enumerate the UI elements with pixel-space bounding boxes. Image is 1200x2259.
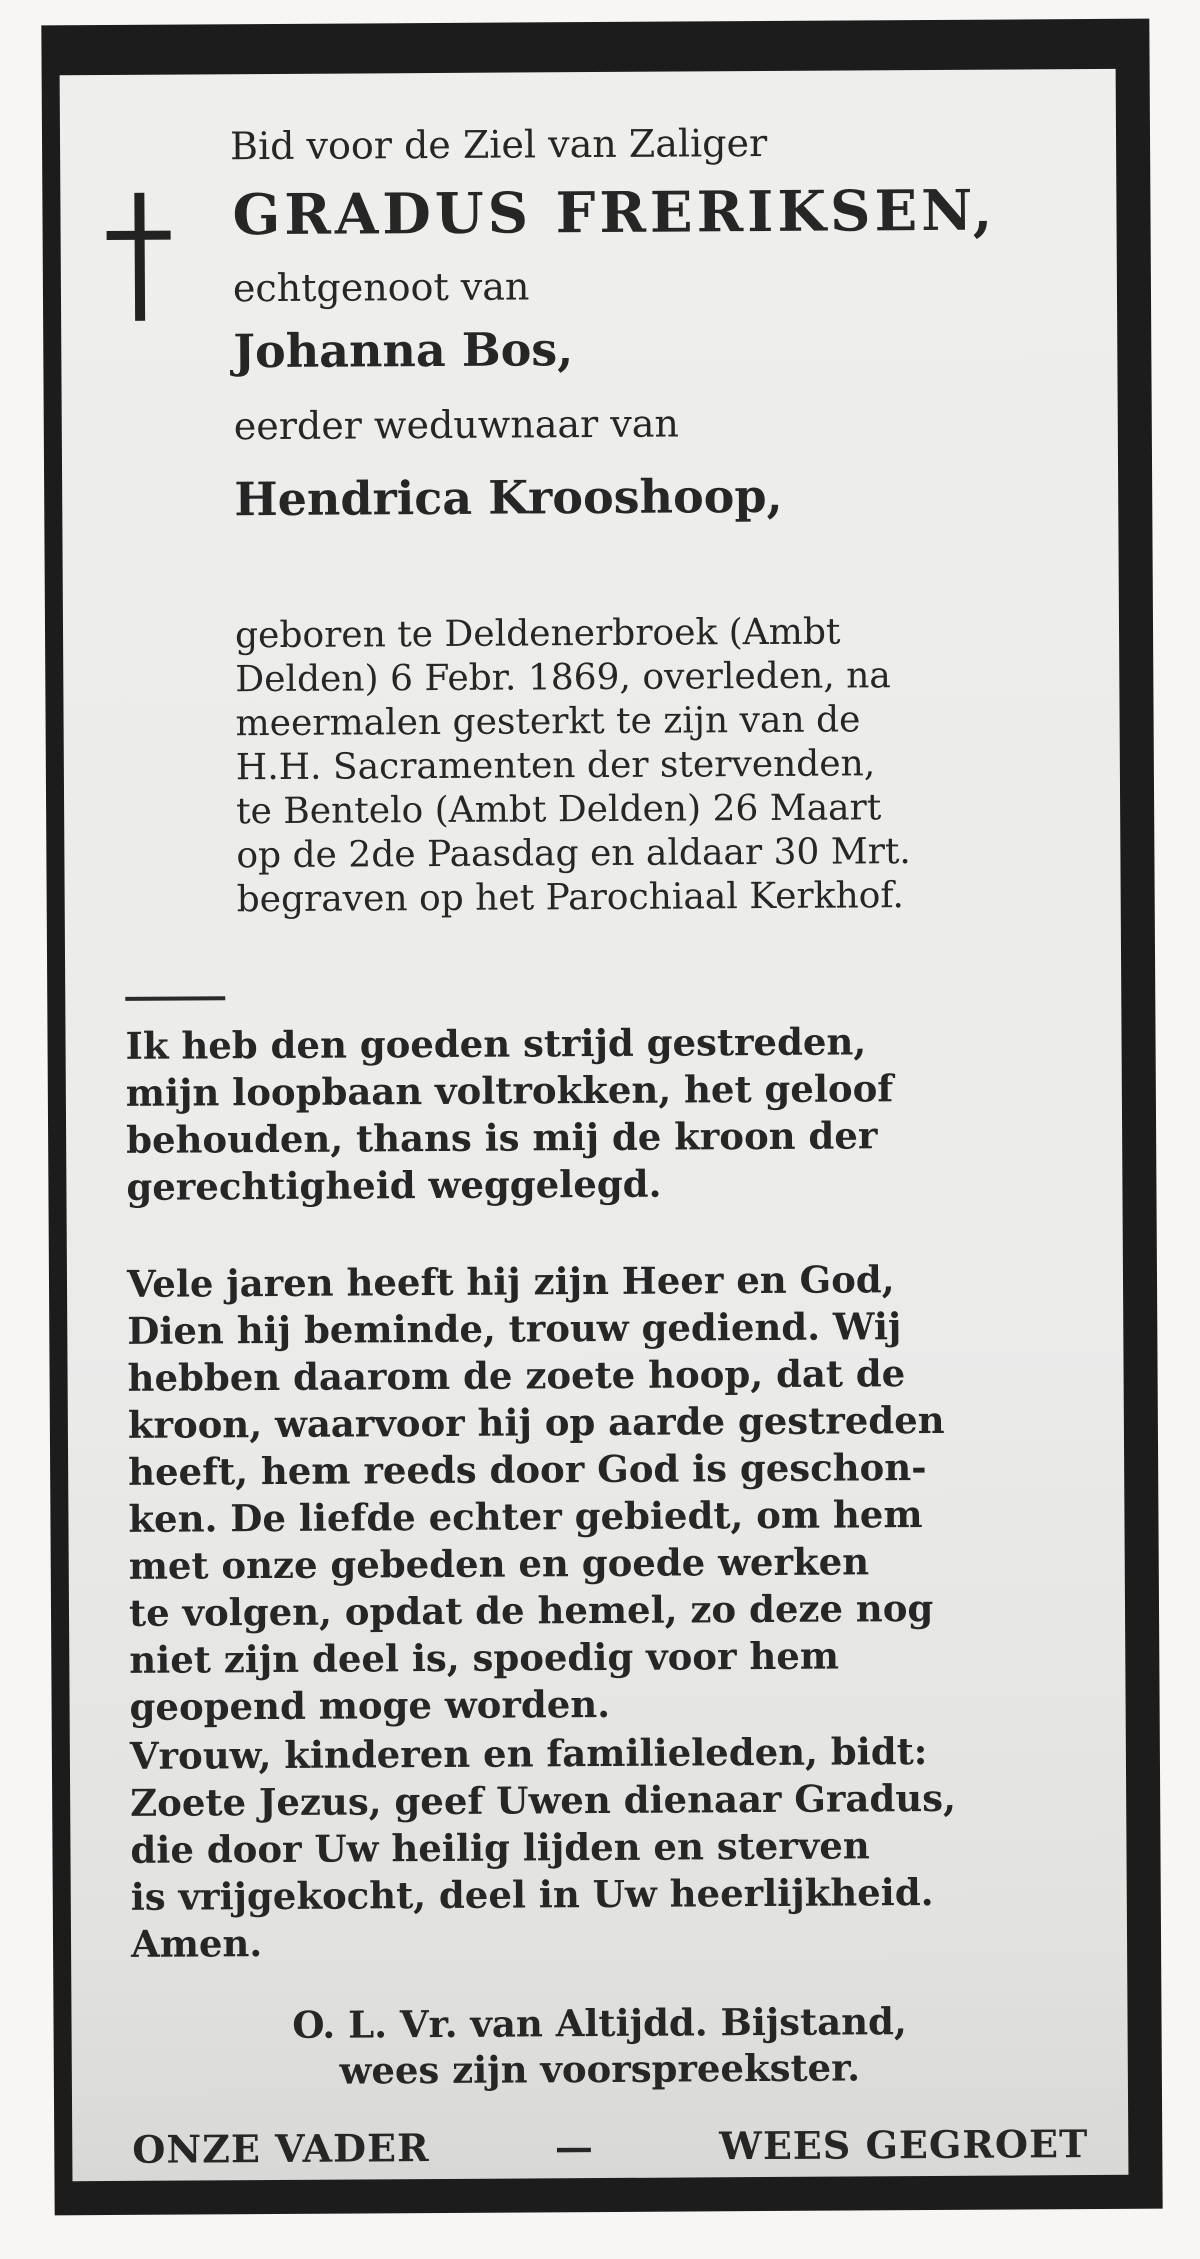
paragraph-line: met onze gebeden en goede werken — [128, 1539, 870, 1588]
paragraph-line: is vrijgekocht, deel in Uw heerlijkheid. — [130, 1869, 934, 1919]
tribute-paragraph — [127, 1255, 1129, 1731]
prayer-paragraph — [130, 1727, 1129, 1968]
paragraph-line: behouden, thans is mij de kroon der — [125, 1113, 878, 1162]
divider — [125, 996, 225, 1001]
bio-line: meermalen gesterkt te zijn van de — [235, 699, 861, 745]
card-body — [60, 69, 1129, 2181]
paragraph-line: hebben daarom de zoete hoop, dat de — [127, 1351, 906, 1400]
bio-line: op de 2de Paasdag en aldaar 30 Mrt. — [236, 831, 911, 877]
spouse-1: Johanna Bos, — [233, 322, 574, 379]
bio-line: begraven op het Parochiaal Kerkhof. — [236, 875, 904, 921]
closing-line: wees zijn voorspreekster. — [339, 2045, 861, 2093]
paragraph-line: Vrouw, kinderen en familieleden, bidt: — [129, 1729, 928, 1778]
latin-cross-icon — [106, 193, 171, 321]
paragraph-line: Zoete Jezus, geef Uwen dienaar Gradus, — [130, 1775, 957, 1825]
spouse-2: Hendrica Krooshoop, — [234, 468, 783, 527]
bio-line: H.H. Sacramenten der stervenden, — [235, 743, 876, 789]
relation-2: eerder weduwnaar van — [233, 401, 680, 449]
greeting: Bid voor de Ziel van Zaliger — [229, 120, 768, 169]
paragraph-line: geopend moge worden. — [129, 1681, 611, 1729]
biography — [235, 609, 1117, 922]
prayer-our-father: ONZE VADER — [132, 2125, 430, 2172]
closing-line: O. L. Vr. van Altijdd. Bijstand, — [292, 1999, 907, 2047]
paragraph-line: ken. De liefde echter gebiedt, om hem — [128, 1492, 923, 1541]
intercession — [71, 1997, 1128, 2095]
bio-line: geboren te Deldenerbroek (Ambt — [234, 611, 841, 657]
paragraph-line: Vele jaren heeft hij zijn Heer en God, — [126, 1257, 895, 1306]
prayer-hail-mary: WEES GEGROET — [719, 2121, 1089, 2169]
paragraph-line: mijn loopbaan voltrokken, het geloof — [125, 1066, 894, 1115]
paragraph-line: Amen. — [130, 1921, 263, 1966]
paragraph-line: niet zijn deel is, spoedig voor hem — [129, 1633, 840, 1682]
deceased-name: GRADUS FRERIKSEN, — [232, 177, 997, 249]
relation-1: echtgenoot van — [232, 264, 530, 311]
bio-line: te Bentelo (Ambt Delden) 26 Maart — [236, 787, 882, 833]
paragraph-line: Ik heb den goeden strijd gestreden, — [125, 1019, 867, 1068]
scripture-paragraph — [125, 1017, 1126, 1211]
paragraph-line: die door Uw heilig lijden en sterven — [130, 1823, 870, 1872]
paragraph-line: kroon, waarvoor hij op aarde gestreden — [127, 1397, 945, 1447]
bio-line: Delden) 6 Febr. 1869, overleden, na — [235, 655, 891, 701]
paragraph-line: gerechtigheid weggelegd. — [126, 1161, 662, 1209]
prayer-footer — [132, 2121, 1088, 2172]
paragraph-line: Dien hij beminde, trouw gediend. Wij — [127, 1304, 902, 1353]
prayer-dash: — — [554, 2124, 595, 2170]
memorial-card — [41, 19, 1162, 2216]
paragraph-line: heeft, hem reeds door God is geschon- — [128, 1445, 927, 1494]
paragraph-line: te volgen, opdat de hemel, zo deze nog — [128, 1585, 934, 1635]
